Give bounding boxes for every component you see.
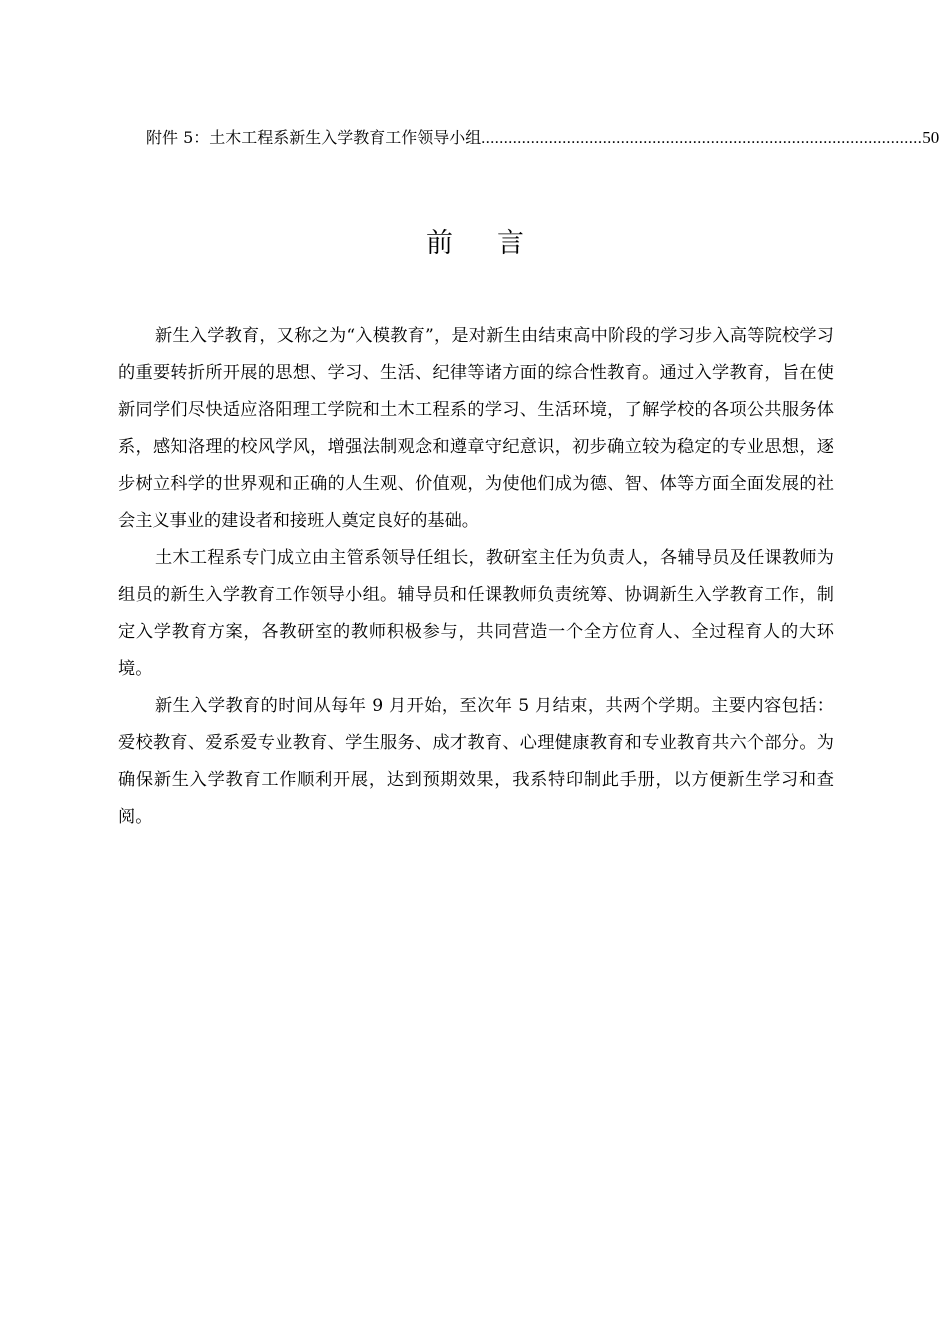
- preface-paragraph-3: 新生入学教育的时间从每年 9 月开始，至次年 5 月结束，共两个学期。主要内容包括：爱校教育、爱系爱专业教育、学生服务、成才教育、心理健康教育和专业教育共六个部分。为确保新生入学教育工作顺利开展，达到预期效果，我系特印制此手册，以方便新生学习和查阅。: [118, 696, 834, 827]
- toc-entry-leader: ..................................................................................................: [481, 130, 923, 147]
- preface-heading: 前言: [426, 228, 568, 259]
- preface-paragraph-2: 土木工程系专门成立由主管系领导任组长，教研室主任为负责人，各辅导员及任课教师为组员的新生入学教育工作领导小组。辅导员和任课教师负责统筹、协调新生入学教育工作，制定入学教育方案，各教研室的教师积极参与，共同营造一个全方位育人、全过程育人的大环境。: [118, 548, 834, 679]
- toc-entry-label: 附件 5：土木工程系新生入学教育工作领导小组: [146, 128, 482, 147]
- toc-entry-page-number: 50: [922, 128, 940, 147]
- preface-paragraph-1: 新生入学教育，又称之为“入模教育”，是对新生由结束高中阶段的学习步入高等院校学习的重要转折所开展的思想、学习、生活、纪律等诸方面的综合性教育。通过入学教育，旨在使新同学们尽快适应洛阳理工学院和土木工程系的学习、生活环境，了解学校的各项公共服务体系，感知洛理的校风学风，增强法制观念和遵章守纪意识，初步确立较为稳定的专业思想，逐步树立科学的世界观和正确的人生观、价值观，为使他们成为德、智、体等方面全面发展的社会主义事业的建设者和接班人奠定良好的基础。: [118, 326, 834, 531]
- toc-entry[interactable]: [146, 125, 940, 151]
- preface-body: [118, 318, 834, 836]
